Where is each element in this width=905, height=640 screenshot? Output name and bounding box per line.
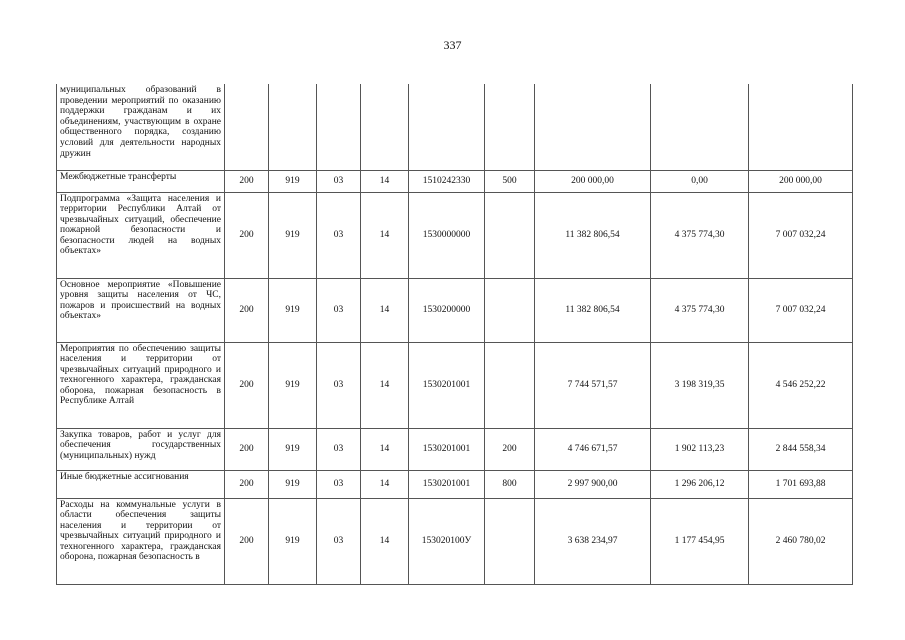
cell-subsection: [361, 84, 409, 170]
cell-admin: 200: [225, 278, 269, 342]
cell-section: 03: [317, 498, 361, 584]
cell-subsection: 14: [361, 428, 409, 470]
cell-ministry: 919: [269, 498, 317, 584]
cell-section: 03: [317, 278, 361, 342]
table-row: [57, 498, 853, 584]
cell-amount-executed: 4 375 774,30: [651, 192, 749, 278]
table-row: [57, 470, 853, 498]
row-name: Иные бюджетные ассигнования: [57, 470, 225, 498]
cell-admin: [225, 84, 269, 170]
table-row: [57, 84, 853, 170]
table-row: [57, 170, 853, 192]
cell-amount-plan: 3 638 234,97: [535, 498, 651, 584]
cell-amount-remaining: 4 546 252,22: [749, 342, 853, 428]
cell-expense-type: 200: [485, 428, 535, 470]
cell-target-article: 1530000000: [409, 192, 485, 278]
table-row: [57, 342, 853, 428]
cell-ministry: 919: [269, 192, 317, 278]
cell-expense-type: 800: [485, 470, 535, 498]
cell-amount-plan: 11 382 806,54: [535, 192, 651, 278]
table-row: [57, 278, 853, 342]
cell-section: [317, 84, 361, 170]
row-name: муниципальных образований в проведении мероприятий по оказанию поддержки гражданам и их объединениям, участвующим в охране общественного порядка, созданию условий для деятельности народных дружин: [57, 84, 225, 170]
cell-admin: 200: [225, 342, 269, 428]
cell-amount-remaining: 2 844 558,34: [749, 428, 853, 470]
cell-subsection: 14: [361, 470, 409, 498]
cell-admin: 200: [225, 470, 269, 498]
row-name: Межбюджетные трансферты: [57, 170, 225, 192]
cell-expense-type: [485, 342, 535, 428]
cell-ministry: 919: [269, 278, 317, 342]
cell-ministry: [269, 84, 317, 170]
cell-amount-plan: 7 744 571,57: [535, 342, 651, 428]
cell-target-article: 1530201001: [409, 342, 485, 428]
cell-section: 03: [317, 342, 361, 428]
cell-admin: 200: [225, 170, 269, 192]
cell-admin: 200: [225, 498, 269, 584]
cell-expense-type: [485, 278, 535, 342]
cell-amount-executed: 4 375 774,30: [651, 278, 749, 342]
cell-subsection: 14: [361, 342, 409, 428]
table-row: [57, 192, 853, 278]
cell-amount-remaining: 200 000,00: [749, 170, 853, 192]
cell-section: 03: [317, 192, 361, 278]
cell-amount-remaining: 7 007 032,24: [749, 278, 853, 342]
cell-amount-plan: [535, 84, 651, 170]
cell-amount-remaining: 2 460 780,02: [749, 498, 853, 584]
cell-subsection: 14: [361, 170, 409, 192]
cell-ministry: 919: [269, 170, 317, 192]
cell-amount-executed: [651, 84, 749, 170]
cell-expense-type: [485, 84, 535, 170]
cell-ministry: 919: [269, 342, 317, 428]
row-name: Основное мероприятие «Повышение уровня защиты населения от ЧС, пожаров и происшествий на водных объектах»: [57, 278, 225, 342]
cell-amount-remaining: 7 007 032,24: [749, 192, 853, 278]
cell-amount-plan: 2 997 900,00: [535, 470, 651, 498]
cell-amount-plan: 4 746 671,57: [535, 428, 651, 470]
page-number: 337: [443, 38, 462, 52]
row-name: Подпрограмма «Защита населения и территории Республики Алтай от чрезвычайных ситуаций, обеспечение пожарной безопасности и безопасности людей на водных объектах»: [57, 192, 225, 278]
cell-target-article: 1510242330: [409, 170, 485, 192]
cell-amount-executed: 3 198 319,35: [651, 342, 749, 428]
cell-ministry: 919: [269, 470, 317, 498]
cell-admin: 200: [225, 428, 269, 470]
cell-target-article: [409, 84, 485, 170]
cell-section: 03: [317, 470, 361, 498]
cell-subsection: 14: [361, 498, 409, 584]
table-row: [57, 428, 853, 470]
cell-ministry: 919: [269, 428, 317, 470]
cell-amount-executed: 1 296 206,12: [651, 470, 749, 498]
cell-admin: 200: [225, 192, 269, 278]
cell-amount-remaining: [749, 84, 853, 170]
cell-section: 03: [317, 428, 361, 470]
row-name: Мероприятия по обеспечению защиты населения и территории от чрезвычайных ситуаций природного и техногенного характера, гражданская оборона, пожарная безопасность в Республике Алтай: [57, 342, 225, 428]
cell-subsection: 14: [361, 192, 409, 278]
cell-expense-type: [485, 498, 535, 584]
cell-target-article: 1530200000: [409, 278, 485, 342]
cell-target-article: 1530201001: [409, 428, 485, 470]
row-name: Закупка товаров, работ и услуг для обеспечения государственных (муниципальных) нужд: [57, 428, 225, 470]
cell-amount-plan: 200 000,00: [535, 170, 651, 192]
cell-subsection: 14: [361, 278, 409, 342]
cell-expense-type: 500: [485, 170, 535, 192]
cell-amount-plan: 11 382 806,54: [535, 278, 651, 342]
cell-amount-executed: 1 902 113,23: [651, 428, 749, 470]
cell-target-article: 153020100У: [409, 498, 485, 584]
cell-amount-executed: 1 177 454,95: [651, 498, 749, 584]
budget-table-body: [57, 84, 853, 584]
cell-amount-remaining: 1 701 693,88: [749, 470, 853, 498]
cell-section: 03: [317, 170, 361, 192]
budget-table: [56, 84, 853, 585]
cell-amount-executed: 0,00: [651, 170, 749, 192]
cell-target-article: 1530201001: [409, 470, 485, 498]
row-name: Расходы на коммунальные услуги в области обеспечения защиты населения и территории от чрезвычайных ситуаций природного и техногенного характера, гражданская оборона, пожарная безопасность в: [57, 498, 225, 584]
cell-expense-type: [485, 192, 535, 278]
